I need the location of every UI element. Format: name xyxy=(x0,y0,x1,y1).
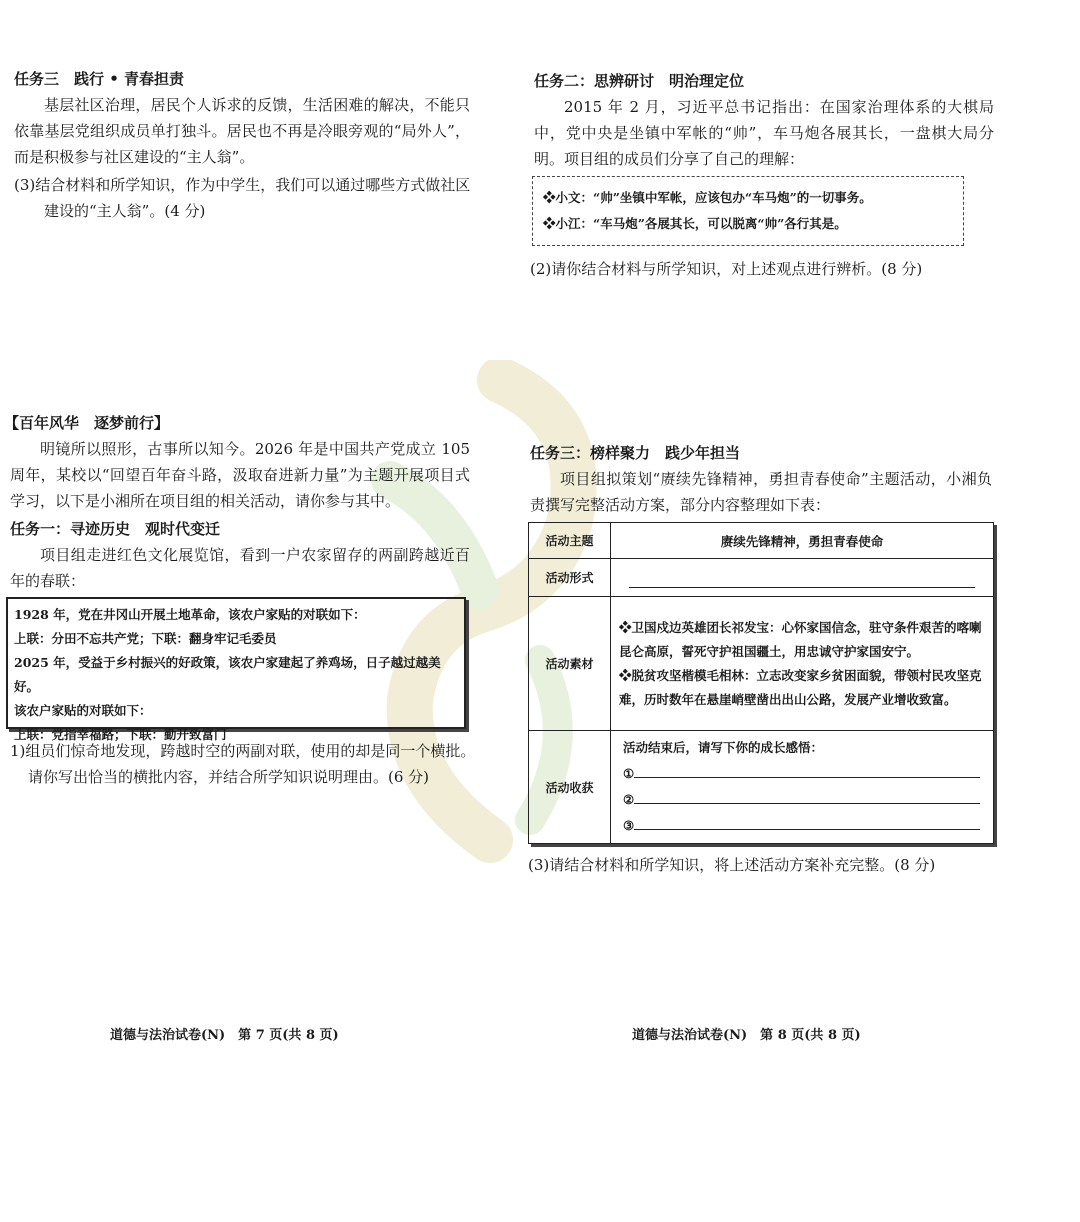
gain-label: 活动收获 xyxy=(529,731,611,844)
task2-heading: 任务二：思辨研讨 明治理定位 xyxy=(534,72,745,90)
section-paragraph: 明镜所以照形，古事所以知今。2026 年是中国共产党成立 105 周年，某校以“回望百年奋斗路，汲取奋进新力量”为主题开展项目式学习，以下是小湘所在项目组的相关活动，请你参与其中。 xyxy=(10,440,470,510)
gain-blank-line-1 xyxy=(634,761,980,778)
theme-value: 赓续先锋精神，勇担青春使命 xyxy=(611,523,994,559)
gain-item-2-marker: ② xyxy=(623,792,635,807)
form-blank-line xyxy=(629,571,975,588)
table-row-form xyxy=(529,559,994,597)
gain-item-1-marker: ① xyxy=(623,766,635,781)
task3-paragraph-left: 基层社区治理，居民个人诉求的反馈，生活困难的解决，不能只依靠基层党组织成员单打独斗。居民也不再是冷眼旁观的“局外人”，而是积极参与社区建设的“主人翁”。 xyxy=(14,96,470,166)
section-heading: 【百年风华 逐梦前行】 xyxy=(4,414,170,432)
table-row-gain xyxy=(529,731,994,844)
material-qi-fabao: ❖卫国戍边英雄团长祁发宝：心怀家国信念，驻守条件艰苦的喀喇昆仑高原，誓死守护祖国疆土，用忠诚守护家国安宁。 xyxy=(619,619,982,659)
couplet-line-4: 该农户家贴的对联如下： xyxy=(14,703,152,718)
form-label: 活动形式 xyxy=(529,559,611,597)
task3-question-right: (3)请结合材料和所学知识，将上述活动方案补充完整。(8 分) xyxy=(528,856,936,874)
task1-paragraph: 项目组走进红色文化展览馆，看到一户农家留存的两副跨越近百年的春联： xyxy=(10,546,470,590)
theme-label: 活动主题 xyxy=(529,523,611,559)
activity-table xyxy=(528,522,994,844)
task3-question-line2: 建设的“主人翁”。(4 分) xyxy=(44,202,206,220)
task1-heading: 任务一：寻迹历史 观时代变迁 xyxy=(10,520,221,538)
task1-question-line1: 1)组员们惊奇地发现，跨越时空的两副对联，使用的却是同一个横批。 xyxy=(10,742,476,760)
gain-prompt: 活动结束后，请写下你的成长感悟： xyxy=(623,740,824,755)
gain-cell xyxy=(611,731,994,844)
task3-question-line1: (3)结合材料和所学知识，作为中学生，我们可以通过哪些方式做社区 xyxy=(14,176,471,194)
task1-question-line2: 请你写出恰当的横批内容，并结合所学知识说明理由。(6 分) xyxy=(28,768,430,786)
gain-blank-line-3 xyxy=(634,813,980,830)
viewpoint-box xyxy=(532,176,964,246)
couplet-line-5: 上联：党指幸福路；下联：勤开致富门 xyxy=(14,727,227,742)
task3-heading-right: 任务三：榜样聚力 践少年担当 xyxy=(530,444,741,462)
gain-item-3-marker: ③ xyxy=(623,818,635,833)
gain-item-3 xyxy=(623,813,981,839)
table-row-material xyxy=(529,597,994,731)
couplet-line-2: 上联：分田不忘共产党；下联：翻身牢记毛委员 xyxy=(14,631,277,646)
viewpoint-xiaowen: ❖小文：“帅”坐镇中军帐，应该包办“车马炮”的一切事务。 xyxy=(543,190,872,205)
task3-question-left xyxy=(14,172,484,224)
form-cell xyxy=(611,559,994,597)
footer-left: 道德与法治试卷(N) 第 7 页(共 8 页) xyxy=(110,1028,339,1043)
task3-heading-left: 任务三 践行 • 青春担责 xyxy=(14,70,185,88)
right-page xyxy=(528,0,1080,1222)
material-mao-xianglin: ❖脱贫攻坚楷模毛相林：立志改变家乡贫困面貌，带领村民攻坚克难，历时数年在悬崖峭壁凿出出山公路，发展产业增收致富。 xyxy=(619,667,982,707)
footer-right: 道德与法治试卷(N) 第 8 页(共 8 页) xyxy=(632,1028,861,1043)
task2-question: (2)请你结合材料与所学知识，对上述观点进行辨析。(8 分) xyxy=(530,260,923,278)
gain-item-2 xyxy=(623,787,981,813)
task2-paragraph: 2015 年 2 月，习近平总书记指出：在国家治理体系的大棋局中，党中央是坐镇中军帐的“帅”，车马炮各展其长，一盘棋大局分明。项目组的成员们分享了自己的理解： xyxy=(534,98,994,168)
material-label: 活动素材 xyxy=(529,597,611,731)
gain-item-1 xyxy=(623,761,981,787)
couplet-box xyxy=(6,597,466,742)
table-row-theme xyxy=(529,523,994,559)
couplet-line-3: 2025 年，受益于乡村振兴的好政策，该农户家建起了养鸡场，日子越过越美好。 xyxy=(14,655,441,694)
gain-blank-line-2 xyxy=(634,787,980,804)
task1-question xyxy=(10,738,480,790)
viewpoint-xiaojiang: ❖小江：“车马炮”各展其长，可以脱离“帅”各行其是。 xyxy=(543,216,847,231)
material-cell xyxy=(611,597,994,731)
couplet-line-1: 1928 年，党在井冈山开展土地革命，该农户家贴的对联如下： xyxy=(14,607,366,622)
task3-paragraph-right: 项目组拟策划“赓续先锋精神，勇担青春使命”主题活动，小湘负责撰写完整活动方案，部分内容整理如下表： xyxy=(530,470,992,514)
